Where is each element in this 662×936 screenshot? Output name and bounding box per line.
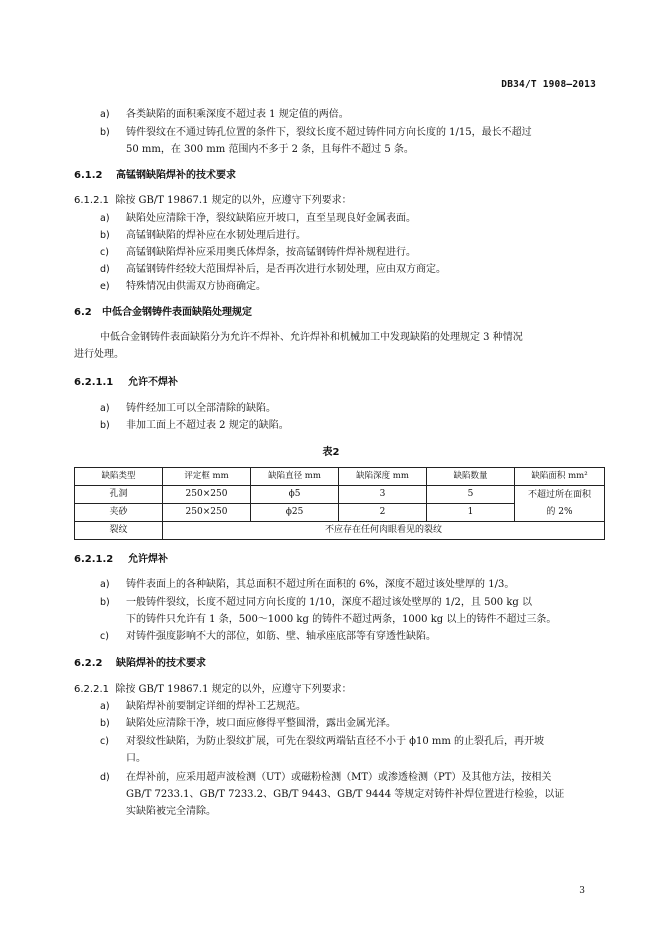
- page-number: 3: [579, 886, 585, 896]
- section-title: 缺陷焊补的技术要求: [116, 658, 206, 669]
- item-text: 铸件表面上的各种缺陷，其总面积不超过所在面积的 6%，深度不超过该处壁厚的 1/3。: [126, 579, 515, 590]
- item-text: 铸件裂纹在不通过铸孔位置的条件下，裂纹长度不超过铸件同方向长度的 1/15，最长不超过: [126, 127, 532, 138]
- clause-6-2-2-1: [74, 684, 352, 696]
- table-row: [75, 522, 605, 540]
- section-title: 允许焊补: [128, 554, 168, 565]
- item-marker: c): [100, 736, 109, 747]
- table-cell: 2: [339, 504, 427, 522]
- clause-number: 6.2.2.1: [74, 684, 109, 695]
- paragraph-line: 中低合金钢铸件表面缺陷分为允许不焊补、允许焊补和机械加工中发现缺陷的处理规定 3 种情况: [100, 332, 523, 343]
- item-marker: b): [100, 597, 110, 608]
- section-heading-6-2-1-1: [74, 377, 178, 389]
- table-cell: 不应存在任何肉眼看见的裂纹: [163, 522, 605, 540]
- area-limit-line: 的 2%: [546, 506, 573, 517]
- item-marker: a): [100, 701, 110, 712]
- document-code: DB34/T 1908—2013: [501, 79, 596, 90]
- section-heading-6-2-1-2: [74, 554, 168, 566]
- table-cell: 250×250: [163, 504, 251, 522]
- table-header-row: [75, 468, 605, 486]
- clause-text: 除按 GB/T 19867.1 规定的以外，应遵守下列要求：: [115, 195, 352, 206]
- column-header: 缺陷类型: [75, 468, 163, 486]
- item-marker: b): [100, 718, 110, 729]
- column-header: 缺陷数量: [427, 468, 515, 486]
- item-text: 特殊情况由供需双方协商确定。: [126, 281, 266, 292]
- table-cell: 1: [427, 504, 515, 522]
- item-text: 缺陷处应清除干净，裂纹缺陷应开坡口，直至呈现良好金属表面。: [126, 213, 416, 224]
- item-text: 各类缺陷的面积乘深度不超过表 1 规定值的两倍。: [126, 109, 349, 120]
- item-marker: a): [100, 109, 110, 120]
- item-marker: d): [100, 264, 110, 275]
- item-marker: a): [100, 213, 110, 224]
- item-text: 缺陷焊补前要制定详细的焊补工艺规范。: [126, 701, 306, 712]
- table-cell: 裂纹: [75, 522, 163, 540]
- item-text: 在焊补前，应采用超声波检测（UT）或磁粉检测（MT）或渗透检测（PT）及其他方法，按相关: [126, 772, 552, 783]
- table-row: [75, 486, 605, 504]
- item-marker: c): [100, 247, 109, 258]
- area-limit-line: 不超过所在面积: [527, 489, 591, 500]
- table-cell: 250×250: [163, 486, 251, 504]
- item-text: 缺陷处应清除干净，坡口面应修得平整圆滑，露出金属光泽。: [126, 718, 396, 729]
- column-header: 缺陷面积 mm²: [515, 468, 605, 486]
- item-text: 高锰钢缺陷的焊补应在水韧处理后进行。: [126, 230, 306, 241]
- clause-number: 6.1.2.1: [74, 195, 109, 206]
- item-text: 铸件经加工可以全部清除的缺陷。: [126, 403, 276, 414]
- item-text: 高锰钢铸件经较大范围焊补后，是否再次进行水韧处理，应由双方商定。: [126, 264, 446, 275]
- column-header: 缺陷直径 mm: [251, 468, 339, 486]
- item-marker: e): [100, 281, 110, 292]
- section-heading-6-1-2: [74, 170, 236, 182]
- section-number: 6.2.2: [74, 658, 103, 669]
- item-continuation: 实缺陷被完全清除。: [126, 806, 216, 817]
- section-number: 6.2: [74, 307, 92, 318]
- table-cell: ϕ5: [251, 486, 339, 504]
- defect-table: [74, 467, 605, 540]
- item-continuation: 下的铸件只允许有 1 条，500～1000 kg 的铸件不超过两条，1000 kg 以上的铸件不超过三条。: [126, 614, 557, 625]
- item-marker: d): [100, 772, 110, 783]
- item-text: 非加工面上不超过表 2 规定的缺陷。: [126, 420, 289, 431]
- section-title: 高锰钢缺陷焊补的技术要求: [116, 170, 236, 181]
- section-heading-6-2-2: [74, 658, 206, 670]
- section-title: 允许不焊补: [128, 377, 178, 388]
- item-text: 高锰钢缺陷焊补应采用奥氏体焊条，按高锰钢铸件焊补规程进行。: [126, 247, 416, 258]
- table-cell: 孔洞: [75, 486, 163, 504]
- section-heading-6-2: [74, 307, 252, 319]
- section-number: 6.1.2: [74, 170, 103, 181]
- clause-6-1-2-1: [74, 195, 352, 207]
- section-title: 中低合金钢铸件表面缺陷处理规定: [102, 307, 252, 318]
- item-text: 对裂纹性缺陷，为防止裂纹扩展，可先在裂纹两端钻直径不小于 ϕ10 mm 的止裂孔后，再开坡: [126, 736, 545, 747]
- table-cell: 5: [427, 486, 515, 504]
- item-continuation: 50 mm，在 300 mm 范围内不多于 2 条，且每件不超过 5 条。: [126, 144, 414, 155]
- table-cell: 夹砂: [75, 504, 163, 522]
- area-limit-cell: [515, 486, 605, 522]
- item-marker: c): [100, 631, 109, 642]
- item-marker: a): [100, 403, 110, 414]
- section-number: 6.2.1.2: [74, 554, 114, 565]
- item-continuation: GB/T 7233.1、GB/T 7233.2、GB/T 9443、GB/T 9444 等规定对铸件补焊位置进行检验，以证: [126, 789, 565, 800]
- item-text: 一般铸件裂纹，长度不超过同方向长度的 1/10，深度不超过该处壁厚的 1/2，且 500 kg 以: [126, 597, 532, 608]
- paragraph-line: 进行处理。: [74, 349, 124, 360]
- table-cell: 3: [339, 486, 427, 504]
- item-text: 对铸件强度影响不大的部位，如筋、壁、轴承座底部等有穿透性缺陷。: [126, 631, 436, 642]
- item-marker: b): [100, 230, 110, 241]
- clause-text: 除按 GB/T 19867.1 规定的以外，应遵守下列要求：: [115, 684, 352, 695]
- column-header: 评定框 mm: [163, 468, 251, 486]
- item-marker: b): [100, 420, 110, 431]
- item-continuation: 口。: [126, 753, 146, 764]
- section-number: 6.2.1.1: [74, 377, 114, 388]
- item-marker: a): [100, 579, 110, 590]
- column-header: 缺陷深度 mm: [339, 468, 427, 486]
- item-marker: b): [100, 127, 110, 138]
- table-cell: ϕ25: [251, 504, 339, 522]
- table-caption: 表2: [322, 447, 340, 458]
